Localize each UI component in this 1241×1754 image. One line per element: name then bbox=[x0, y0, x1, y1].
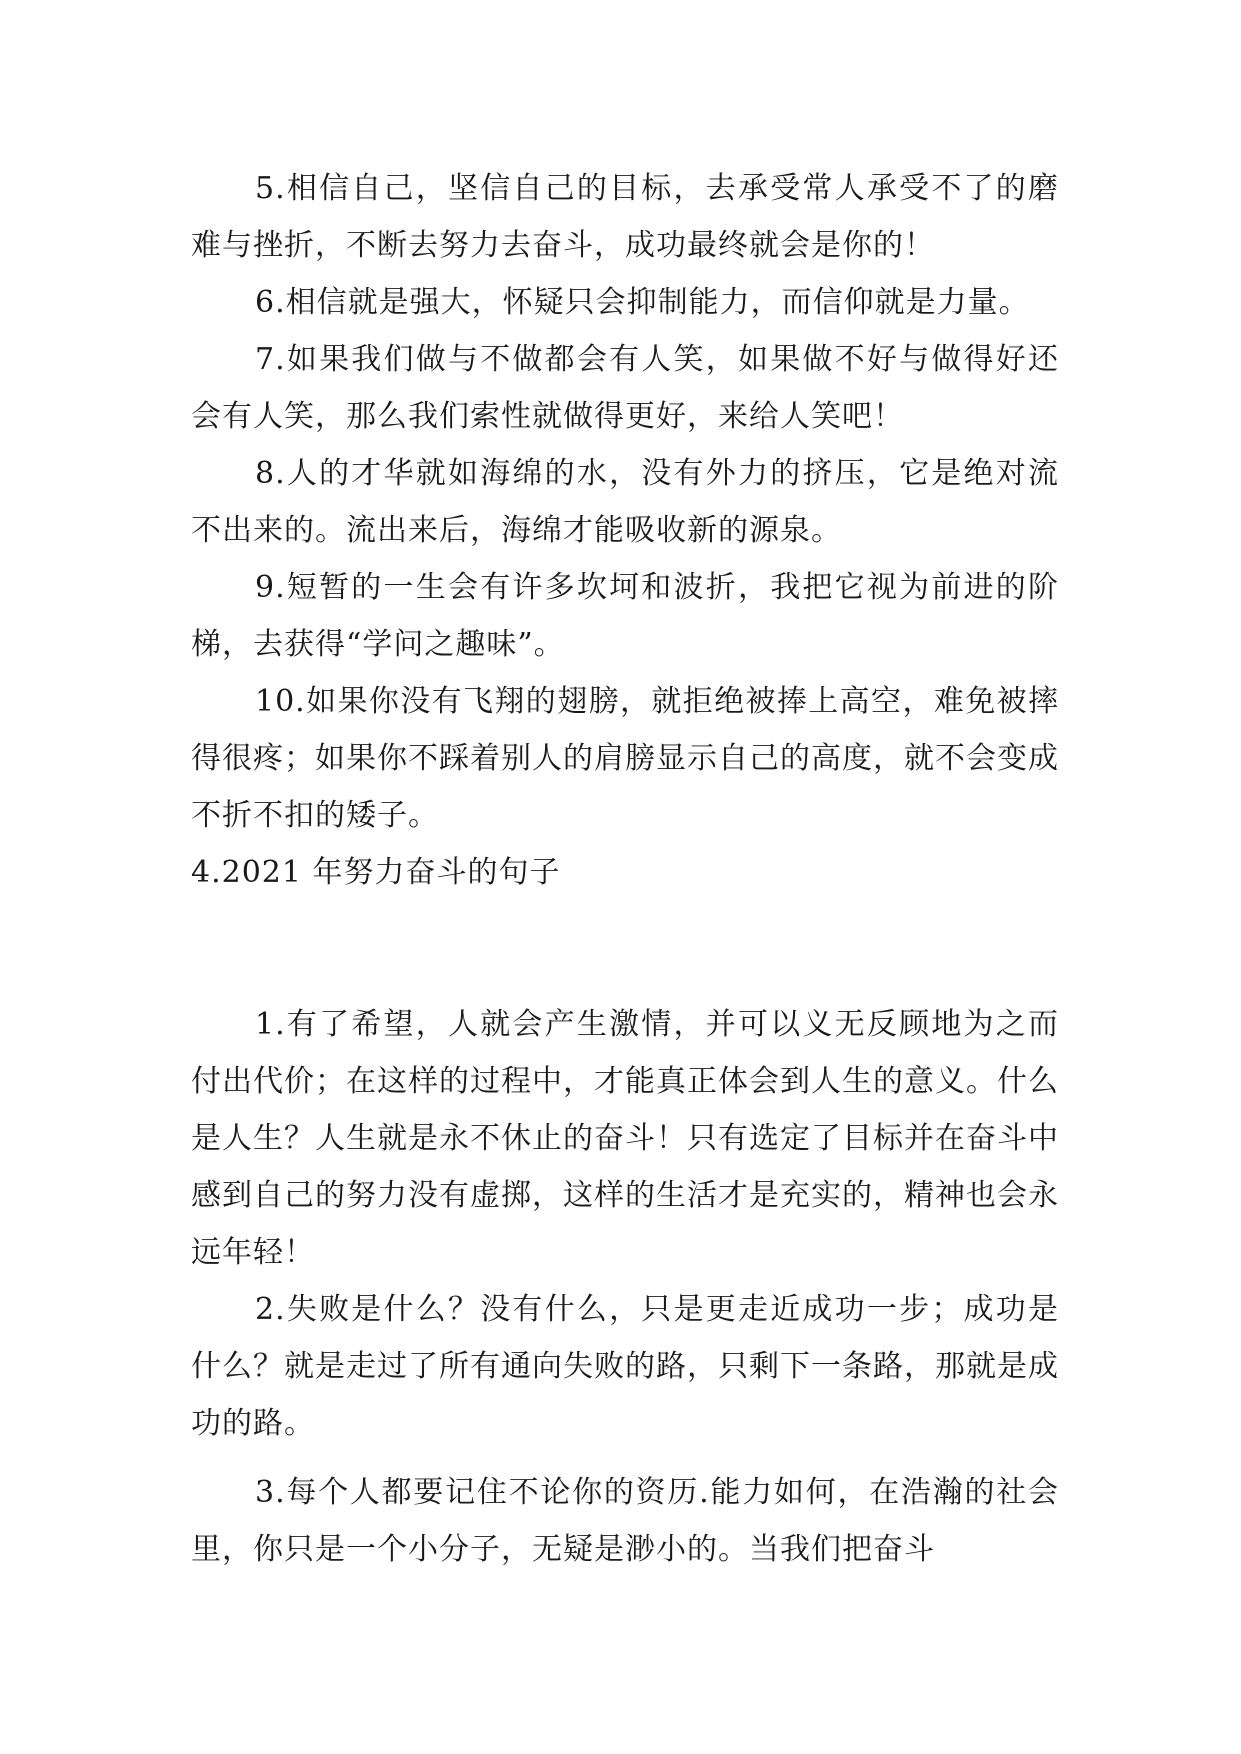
paragraph-item-2: 2.失败是什么？没有什么，只是更走近成功一步；成功是什么？就是走过了所有通向失败的路，只剩下一条路，那就是成功的路。 bbox=[191, 1292, 1059, 1441]
paragraph-item-9: 9.短暂的一生会有许多坎坷和波折，我把它视为前进的阶梯，去获得“学问之趣味”。 bbox=[191, 570, 1059, 662]
paragraph-spacer bbox=[191, 1452, 1059, 1464]
paragraph-item-1: 1.有了希望，人就会产生激情，并可以义无反顾地为之而付出代价；在这样的过程中，才能真正体会到人生的意义。什么是人生？人生就是永不休止的奋斗！只有选定了目标并在奋斗中感到自己的努力没有虚掷，这样的生活才是充实的，精神也会永远年轻！ bbox=[191, 1007, 1059, 1270]
paragraph-item-8: 8.人的才华就如海绵的水，没有外力的挤压，它是绝对流不出来的。流出来后，海绵才能吸收新的源泉。 bbox=[191, 456, 1059, 548]
document-body bbox=[191, 160, 1059, 1578]
paragraph-item-3: 3.每个人都要记住不论你的资历.能力如何，在浩瀚的社会里，你只是一个小分子，无疑是渺小的。当我们把奋斗 bbox=[191, 1475, 1059, 1567]
section-spacer bbox=[191, 901, 1059, 996]
paragraph-item-7: 7.如果我们做与不做都会有人笑，如果做不好与做得好还会有人笑，那么我们索性就做得更好，来给人笑吧！ bbox=[191, 342, 1059, 434]
section-heading: 4.2021 年努力奋斗的句子 bbox=[191, 855, 561, 890]
paragraph-item-6: 6.相信就是强大，怀疑只会抑制能力，而信仰就是力量。 bbox=[255, 285, 1030, 320]
paragraph-item-5: 5.相信自己，坚信自己的目标，去承受常人承受不了的磨难与挫折，不断去努力去奋斗，成功最终就会是你的！ bbox=[191, 171, 1059, 263]
paragraph-item-10: 10.如果你没有飞翔的翅膀，就拒绝被捧上高空，难免被摔得很疼；如果你不踩着别人的肩膀显示自己的高度，就不会变成不折不扣的矮子。 bbox=[191, 684, 1059, 833]
